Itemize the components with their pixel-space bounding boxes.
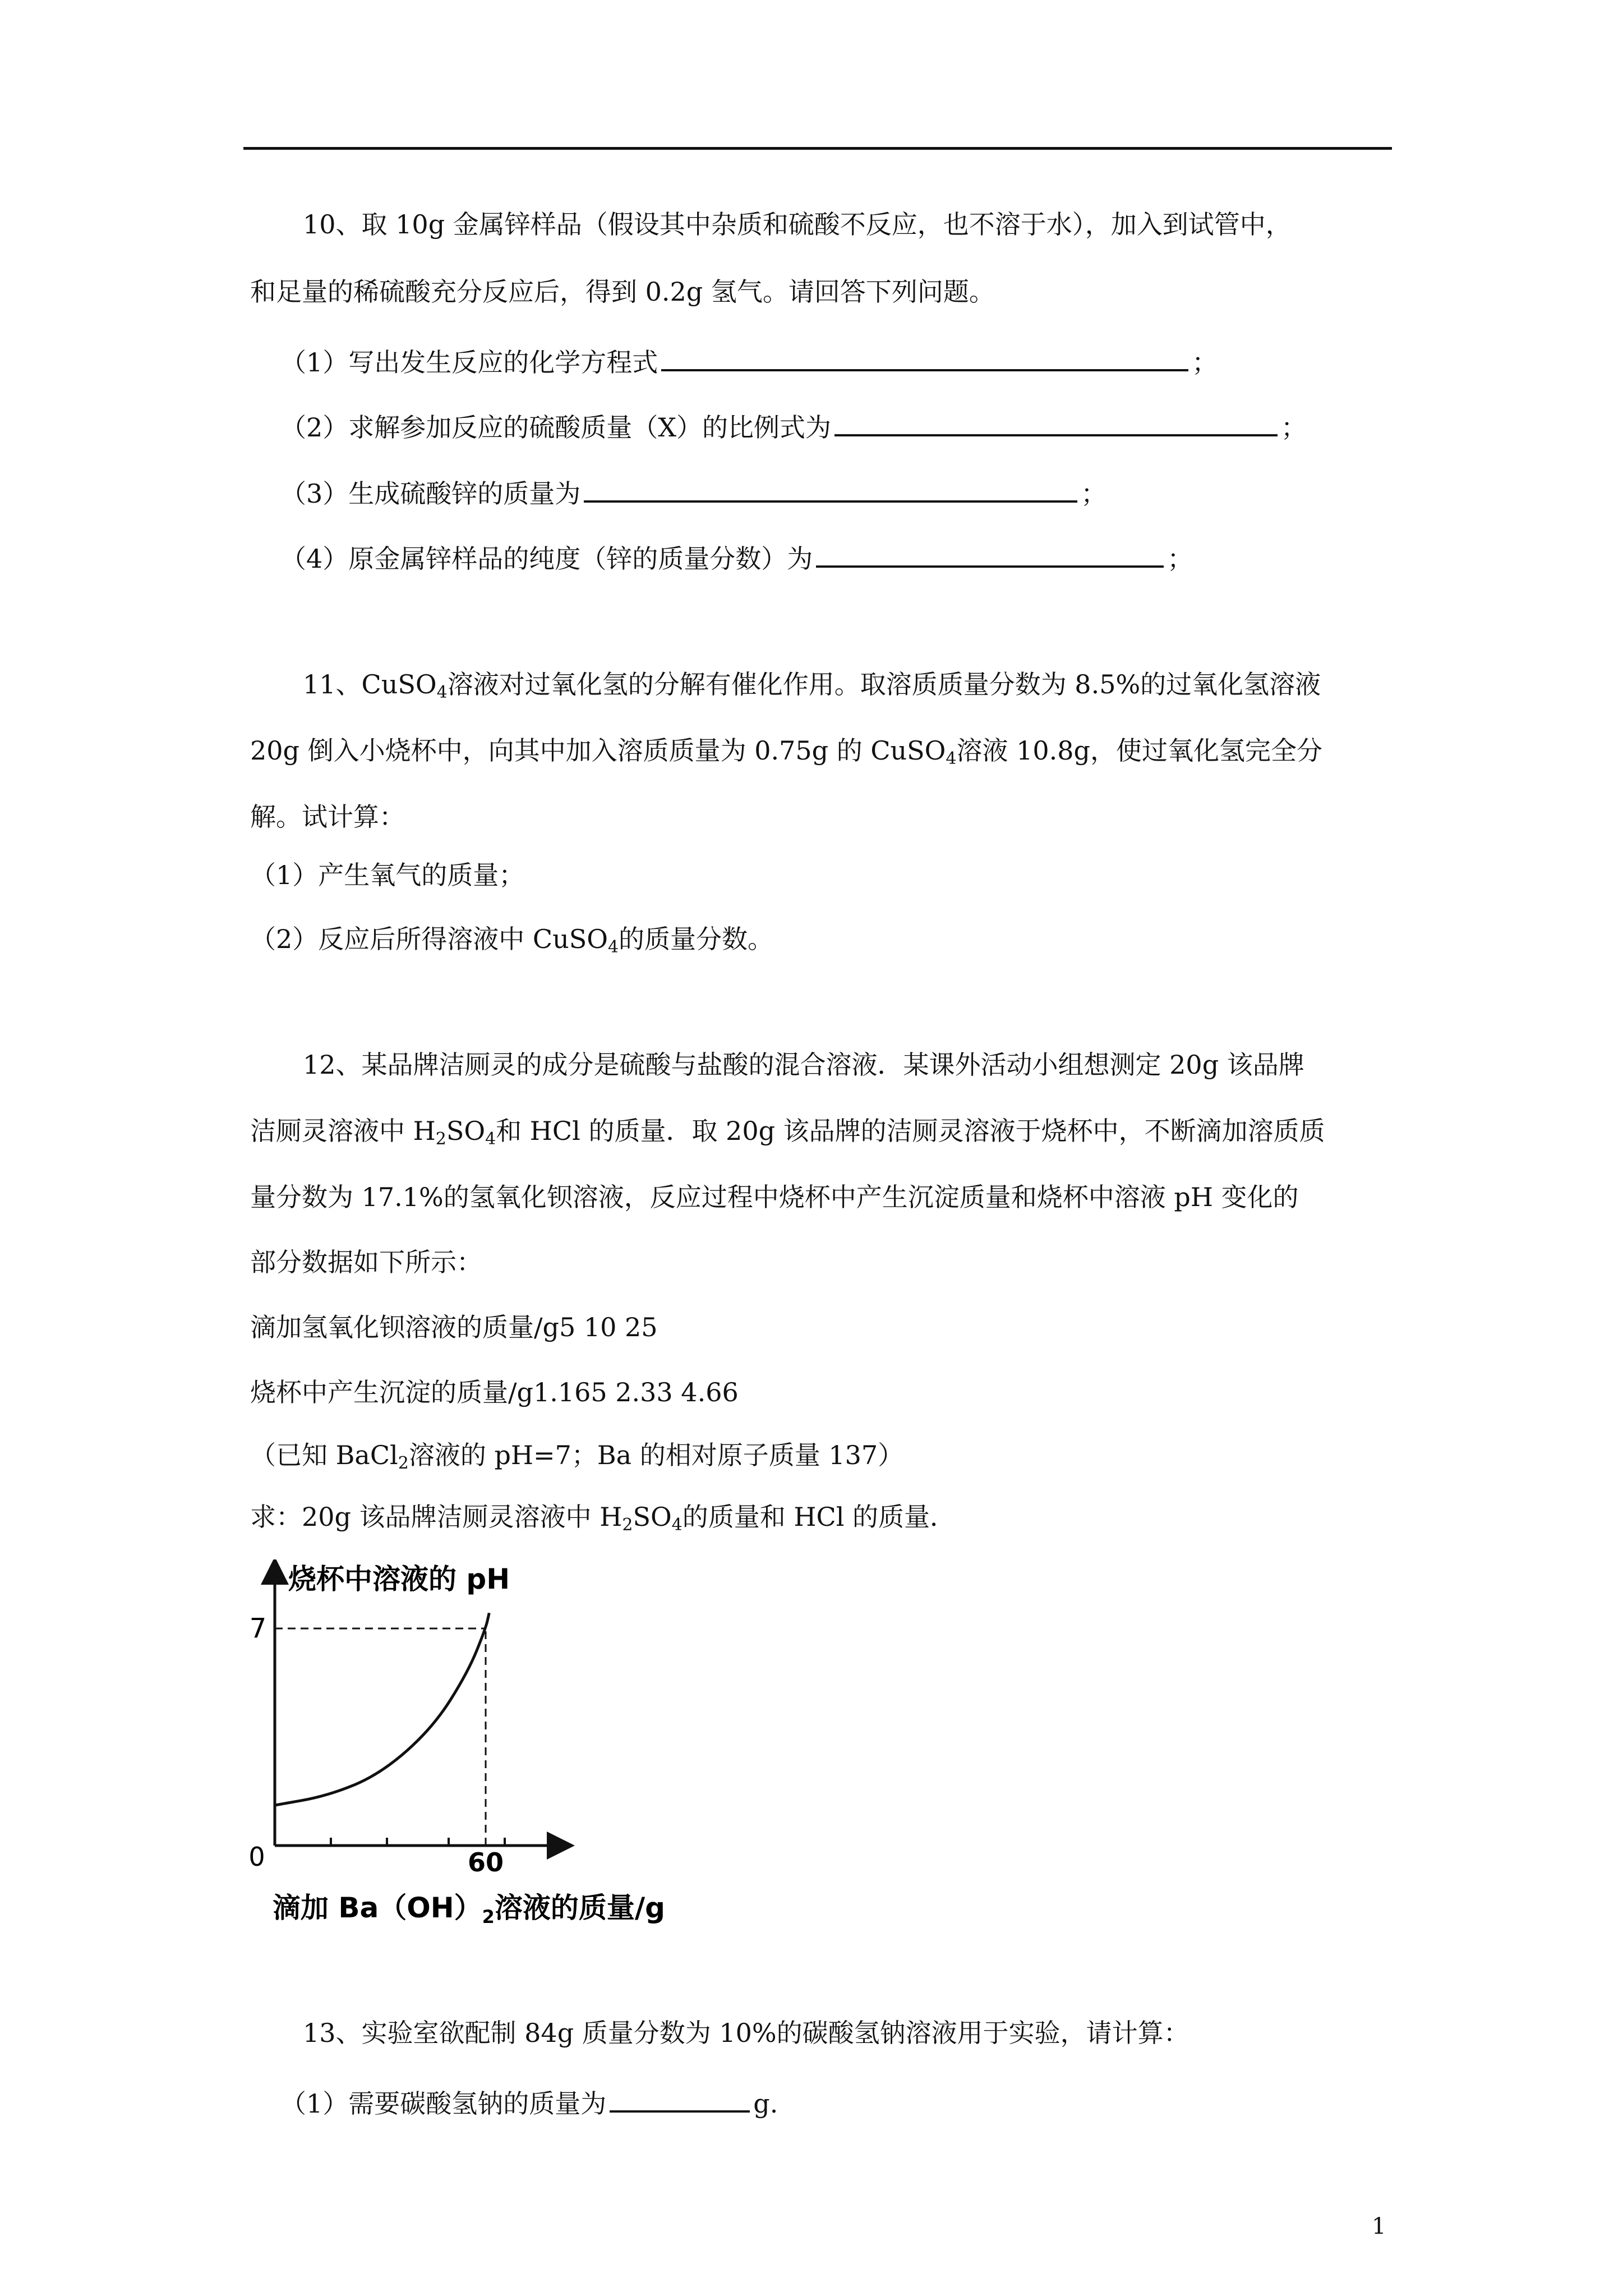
origin-label: 0 [248, 1842, 265, 1872]
q12-text: （已知 BaCl [250, 1440, 398, 1470]
q11-part2 [250, 922, 773, 956]
subscript: 2 [398, 1453, 409, 1473]
q12-text: 洁厕灵溶液中 H [250, 1116, 436, 1146]
q10-answer-blank-2[interactable] [834, 408, 1278, 436]
q10-part4-end: ； [1167, 544, 1193, 574]
q10-stem-line2: 和足量的稀硫酸充分反应后，得到 0.2g 氢气。请回答下列问题。 [250, 277, 995, 307]
q10-part1 [280, 343, 1218, 379]
x-axis-label-part: 溶液的质量/g [494, 1892, 665, 1924]
q10-part2-label: （2）求解参加反应的硫酸质量（X）的比例式为 [280, 412, 832, 443]
ph-curve [275, 1613, 489, 1805]
q12-text: 求：20g 该品牌洁厕灵溶液中 H [250, 1502, 623, 1532]
q13-part1-end: g. [753, 2088, 778, 2119]
subscript: 4 [671, 1515, 683, 1535]
q13-part1-label: （1）需要碳酸氢钠的质量为 [280, 2088, 607, 2119]
subscript: 4 [436, 683, 448, 702]
q12-text: 溶液的 pH=7；Ba 的相对原子质量 137） [408, 1440, 904, 1470]
q10-part3-label: （3）生成硫酸锌的质量为 [280, 478, 581, 509]
q12-text: SO [633, 1502, 672, 1532]
q11-stem-line3: 解。试计算： [250, 802, 405, 832]
q10-part4-label: （4）原金属锌样品的纯度（锌的质量分数）为 [280, 544, 813, 574]
q12-note [250, 1438, 903, 1472]
q11-part1: （1）产生氧气的质量； [250, 860, 525, 890]
subscript: 2 [482, 1906, 495, 1927]
q12-data-row-1: 滴加氢氧化钡溶液的质量/g5 10 25 [250, 1312, 658, 1342]
x-axis-label-part: 滴加 Ba（OH） [273, 1892, 482, 1924]
q13-stem: 13、实验室欲配制 84g 质量分数为 10%的碳酸氢钠溶液用于实验，请计算： [303, 2018, 1189, 2048]
q11-text: 溶液对过氧化氢的分解有催化作用。取溶质质量分数为 8.5%的过氧化氢溶液 [447, 669, 1321, 700]
q10-stem-line1: 10、取 10g 金属锌样品（假设其中杂质和硫酸不反应，也不溶于水），加入到试管中， [303, 209, 1292, 240]
q12-stem-line4: 部分数据如下所示： [250, 1247, 482, 1277]
q11-text: 的质量分数。 [619, 924, 774, 954]
subscript: 2 [622, 1515, 633, 1535]
y-axis-label: 烧杯中溶液的 pH [288, 1563, 510, 1595]
q12-stem-line2 [250, 1114, 1325, 1148]
q10-answer-blank-1[interactable] [661, 343, 1188, 371]
x-tick-label-60: 60 [467, 1847, 504, 1878]
q10-answer-blank-3[interactable] [584, 475, 1077, 503]
q12-stem-line3: 量分数为 17.1%的氢氧化钡溶液，反应过程中烧杯中产生沉淀质量和烧杯中溶液 pH 变化的 [250, 1182, 1299, 1212]
y-tick-label-7: 7 [249, 1612, 267, 1644]
q12-stem-line1: 12、某品牌洁厕灵的成分是硫酸与盐酸的混合溶液．某课外活动小组想测定 20g 该品牌 [303, 1050, 1304, 1080]
q11-stem-line2 [250, 734, 1322, 767]
q11-stem-line1 [303, 668, 1321, 701]
q12-text: 的质量和 HCl 的质量． [682, 1502, 956, 1532]
q12-data-row-2: 烧杯中产生沉淀的质量/g1.165 2.33 4.66 [250, 1377, 739, 1407]
x-axis-label [273, 1892, 665, 1927]
page-number: 1 [1372, 2214, 1386, 2239]
q11-text: 20g 倒入小烧杯中，向其中加入溶质质量为 0.75g 的 CuSO [250, 735, 946, 766]
q12-text: SO [446, 1116, 486, 1146]
q10-part3-end: ； [1081, 478, 1107, 509]
q11-text: 溶液 10.8g，使过氧化氢完全分 [956, 735, 1322, 766]
q10-part1-label: （1）写出发生反应的化学方程式 [280, 347, 658, 378]
q10-part2-end: ； [1281, 412, 1307, 443]
ph-chart [236, 1559, 695, 1930]
q10-part2 [280, 408, 1307, 444]
q13-part1 [280, 2085, 778, 2120]
q12-question [250, 1500, 956, 1534]
q11-text: 11、CuSO [303, 669, 437, 700]
subscript: 4 [485, 1129, 496, 1149]
q13-answer-blank-1[interactable] [610, 2085, 750, 2113]
subscript: 4 [946, 749, 957, 769]
q11-text: （2）反应后所得溶液中 CuSO [250, 924, 608, 954]
q10-part1-end: ； [1192, 347, 1218, 378]
q10-part3 [280, 475, 1106, 510]
q10-part4 [280, 540, 1193, 576]
subscript: 4 [607, 937, 619, 957]
q12-text: 和 HCl 的质量．取 20g 该品牌的洁厕灵溶液于烧杯中，不断滴加溶质质 [496, 1116, 1325, 1146]
q10-answer-blank-4[interactable] [816, 540, 1164, 568]
header-rule [243, 147, 1392, 150]
subscript: 2 [435, 1129, 446, 1149]
